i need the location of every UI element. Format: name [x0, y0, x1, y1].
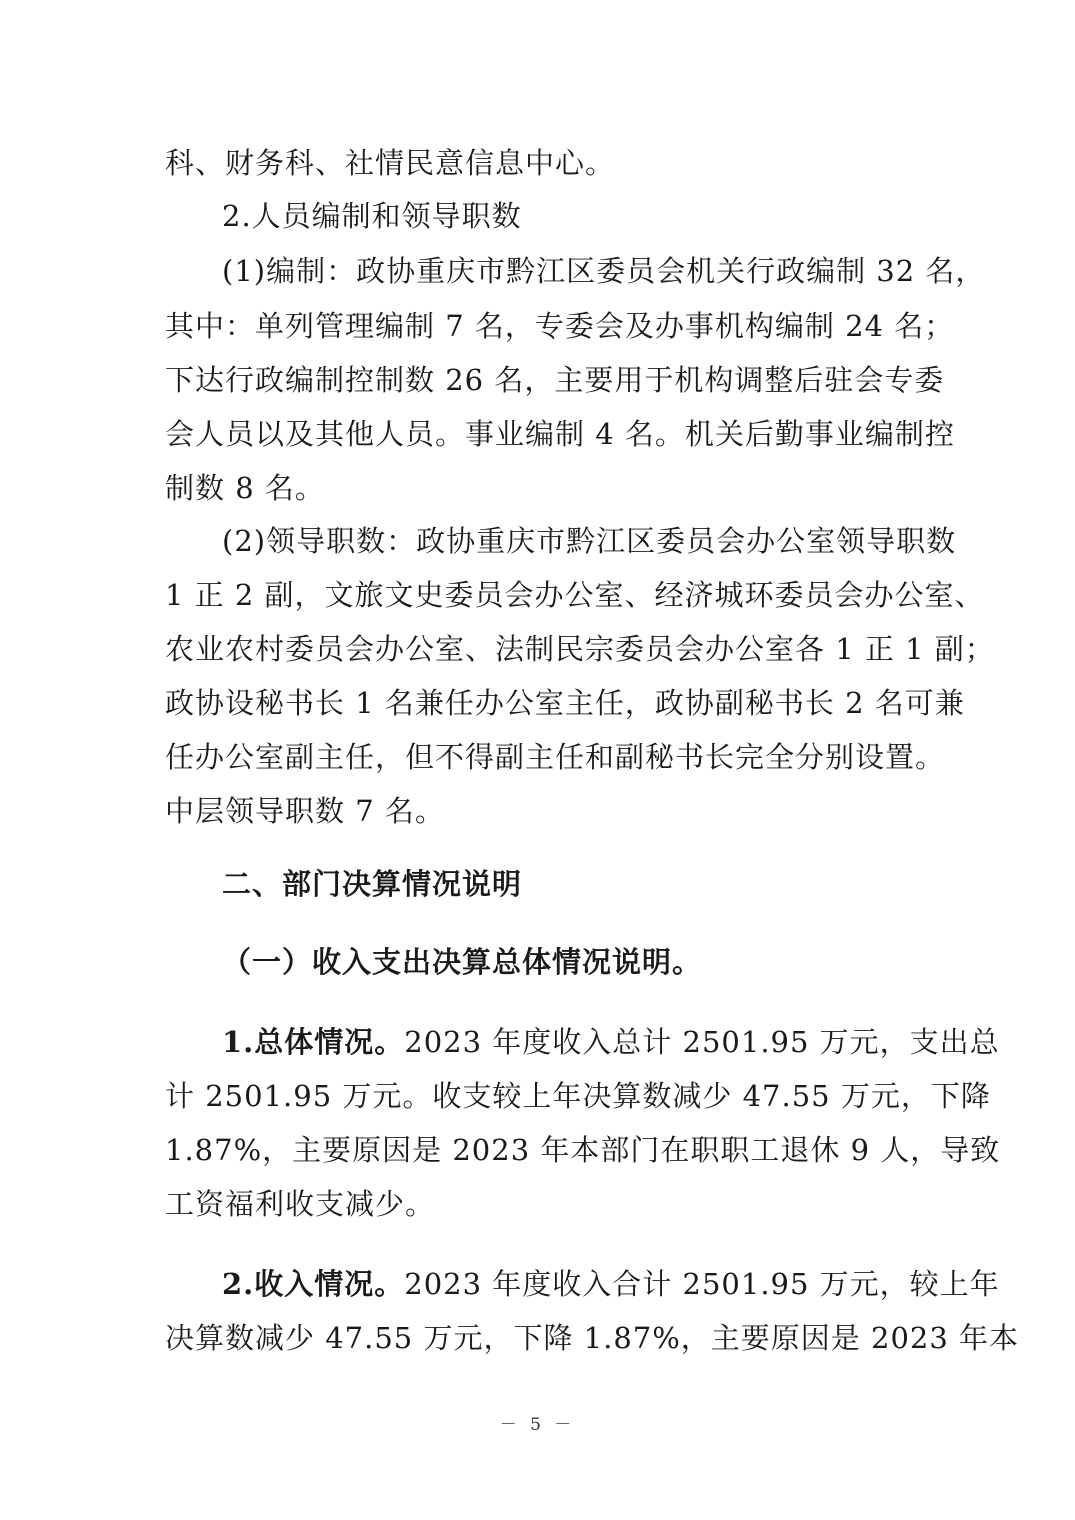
body-text-line: 工资福利收支减少。: [165, 1187, 436, 1221]
body-text-line: 1.87%，主要原因是 2023 年本部门在职职工退休 9 人，导致: [165, 1133, 1001, 1167]
paragraph-first-line: [222, 1264, 1000, 1304]
paragraph-lead: 1.总体情况。: [222, 1025, 405, 1059]
body-text-line: 1 正 2 副，文旅文史委员会办公室、经济城环委员会办公室、: [165, 578, 985, 612]
body-text-line: 制数 8 名。: [165, 471, 325, 505]
body-text-line: 中层领导职数 7 名。: [165, 794, 445, 828]
body-text-line: 政协设秘书长 1 名兼任办公室主任，政协副秘书长 2 名可兼: [165, 686, 965, 720]
body-text-line: 其中：单列管理编制 7 名，专委会及办事机构编制 24 名；: [165, 309, 955, 343]
body-text-line: 决算数减少 47.55 万元，下降 1.87%，主要原因是 2023 年本: [165, 1321, 1020, 1355]
paragraph-text: 2023 年度收入合计 2501.95 万元，较上年: [404, 1267, 1000, 1301]
subsection-heading: （一）收入支出决算总体情况说明。: [222, 945, 703, 979]
body-text-line: (1)编制：政协重庆市黔江区委员会机关行政编制 32 名，: [222, 254, 986, 288]
body-text-line: 科、财务科、社情民意信息中心。: [165, 146, 616, 180]
page-number: － 5 －: [499, 1415, 576, 1435]
body-text-line: 任办公室副主任，但不得副主任和副秘书长完全分别设置。: [165, 740, 946, 774]
paragraph-text: 2023 年度收入总计 2501.95 万元，支出总: [404, 1025, 1000, 1059]
body-text-line: 下达行政编制控制数 26 名，主要用于机构调整后驻会专委: [165, 363, 945, 397]
body-text-line: 会人员以及其他人员。事业编制 4 名。机关后勤事业编制控: [165, 417, 955, 451]
paragraph-lead: 2.收入情况。: [222, 1267, 405, 1301]
item-heading: 2.人员编制和领导职数: [222, 199, 522, 233]
paragraph-first-line: [222, 1022, 1000, 1062]
body-text-line: 农业农村委员会办公室、法制民宗委员会办公室各 1 正 1 副；: [165, 632, 995, 666]
body-text-line: 计 2501.95 万元。收支较上年决算数减少 47.55 万元，下降: [165, 1079, 991, 1113]
section-heading: 二、部门决算情况说明: [222, 867, 523, 901]
body-text-line: (2)领导职数：政协重庆市黔江区委员会办公室领导职数: [222, 524, 957, 558]
